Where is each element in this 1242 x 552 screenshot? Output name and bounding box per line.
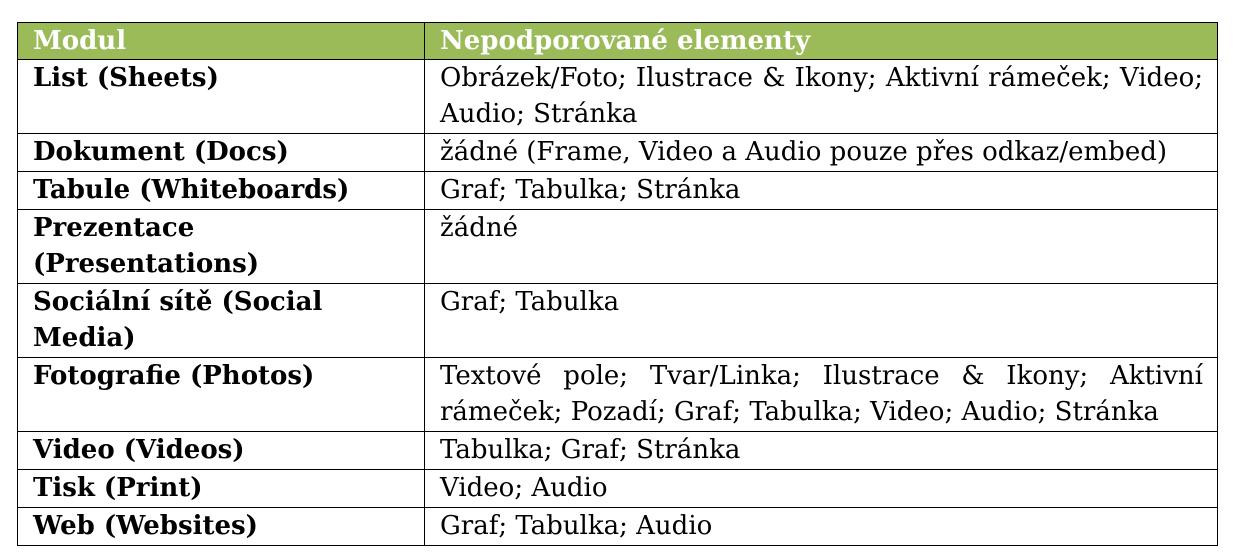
elements-cell: žádné (Frame, Video a Audio pouze přes odkaz/embed) (425, 134, 1218, 172)
module-cell: Web (Websites) (18, 508, 425, 546)
module-cell: List (Sheets) (18, 60, 425, 134)
elements-cell: Tabulka; Graf; Stránka (425, 432, 1218, 470)
table-row (18, 358, 1218, 432)
table-row (18, 432, 1218, 470)
module-cell: Tabule (Whiteboards) (18, 172, 425, 210)
elements-cell: Textové pole; Tvar/Linka; Ilustrace & Ikony; Aktivní rámeček; Pozadí; Graf; Tabulka; Video; Audio; Stránka (425, 358, 1218, 432)
elements-cell: Graf; Tabulka; Stránka (425, 172, 1218, 210)
table-row (18, 470, 1218, 508)
unsupported-elements-table (17, 22, 1218, 546)
module-cell: Prezentace (Presentations) (18, 210, 425, 284)
elements-cell: Graf; Tabulka (425, 284, 1218, 358)
table-header-row (18, 23, 1218, 60)
table-row (18, 60, 1218, 134)
module-cell: Fotografie (Photos) (18, 358, 425, 432)
table-row (18, 508, 1218, 546)
elements-cell: Video; Audio (425, 470, 1218, 508)
elements-cell: Obrázek/Foto; Ilustrace & Ikony; Aktivní rámeček; Video; Audio; Stránka (425, 60, 1218, 134)
table-row (18, 134, 1218, 172)
module-cell: Dokument (Docs) (18, 134, 425, 172)
module-cell: Sociální sítě (Social Media) (18, 284, 425, 358)
elements-cell: žádné (425, 210, 1218, 284)
table-row (18, 284, 1218, 358)
module-cell: Video (Videos) (18, 432, 425, 470)
module-cell: Tisk (Print) (18, 470, 425, 508)
table-row (18, 172, 1218, 210)
elements-cell: Graf; Tabulka; Audio (425, 508, 1218, 546)
header-unsupported-elements: Nepodporované elementy (425, 23, 1218, 60)
table-row (18, 210, 1218, 284)
header-module: Modul (18, 23, 425, 60)
